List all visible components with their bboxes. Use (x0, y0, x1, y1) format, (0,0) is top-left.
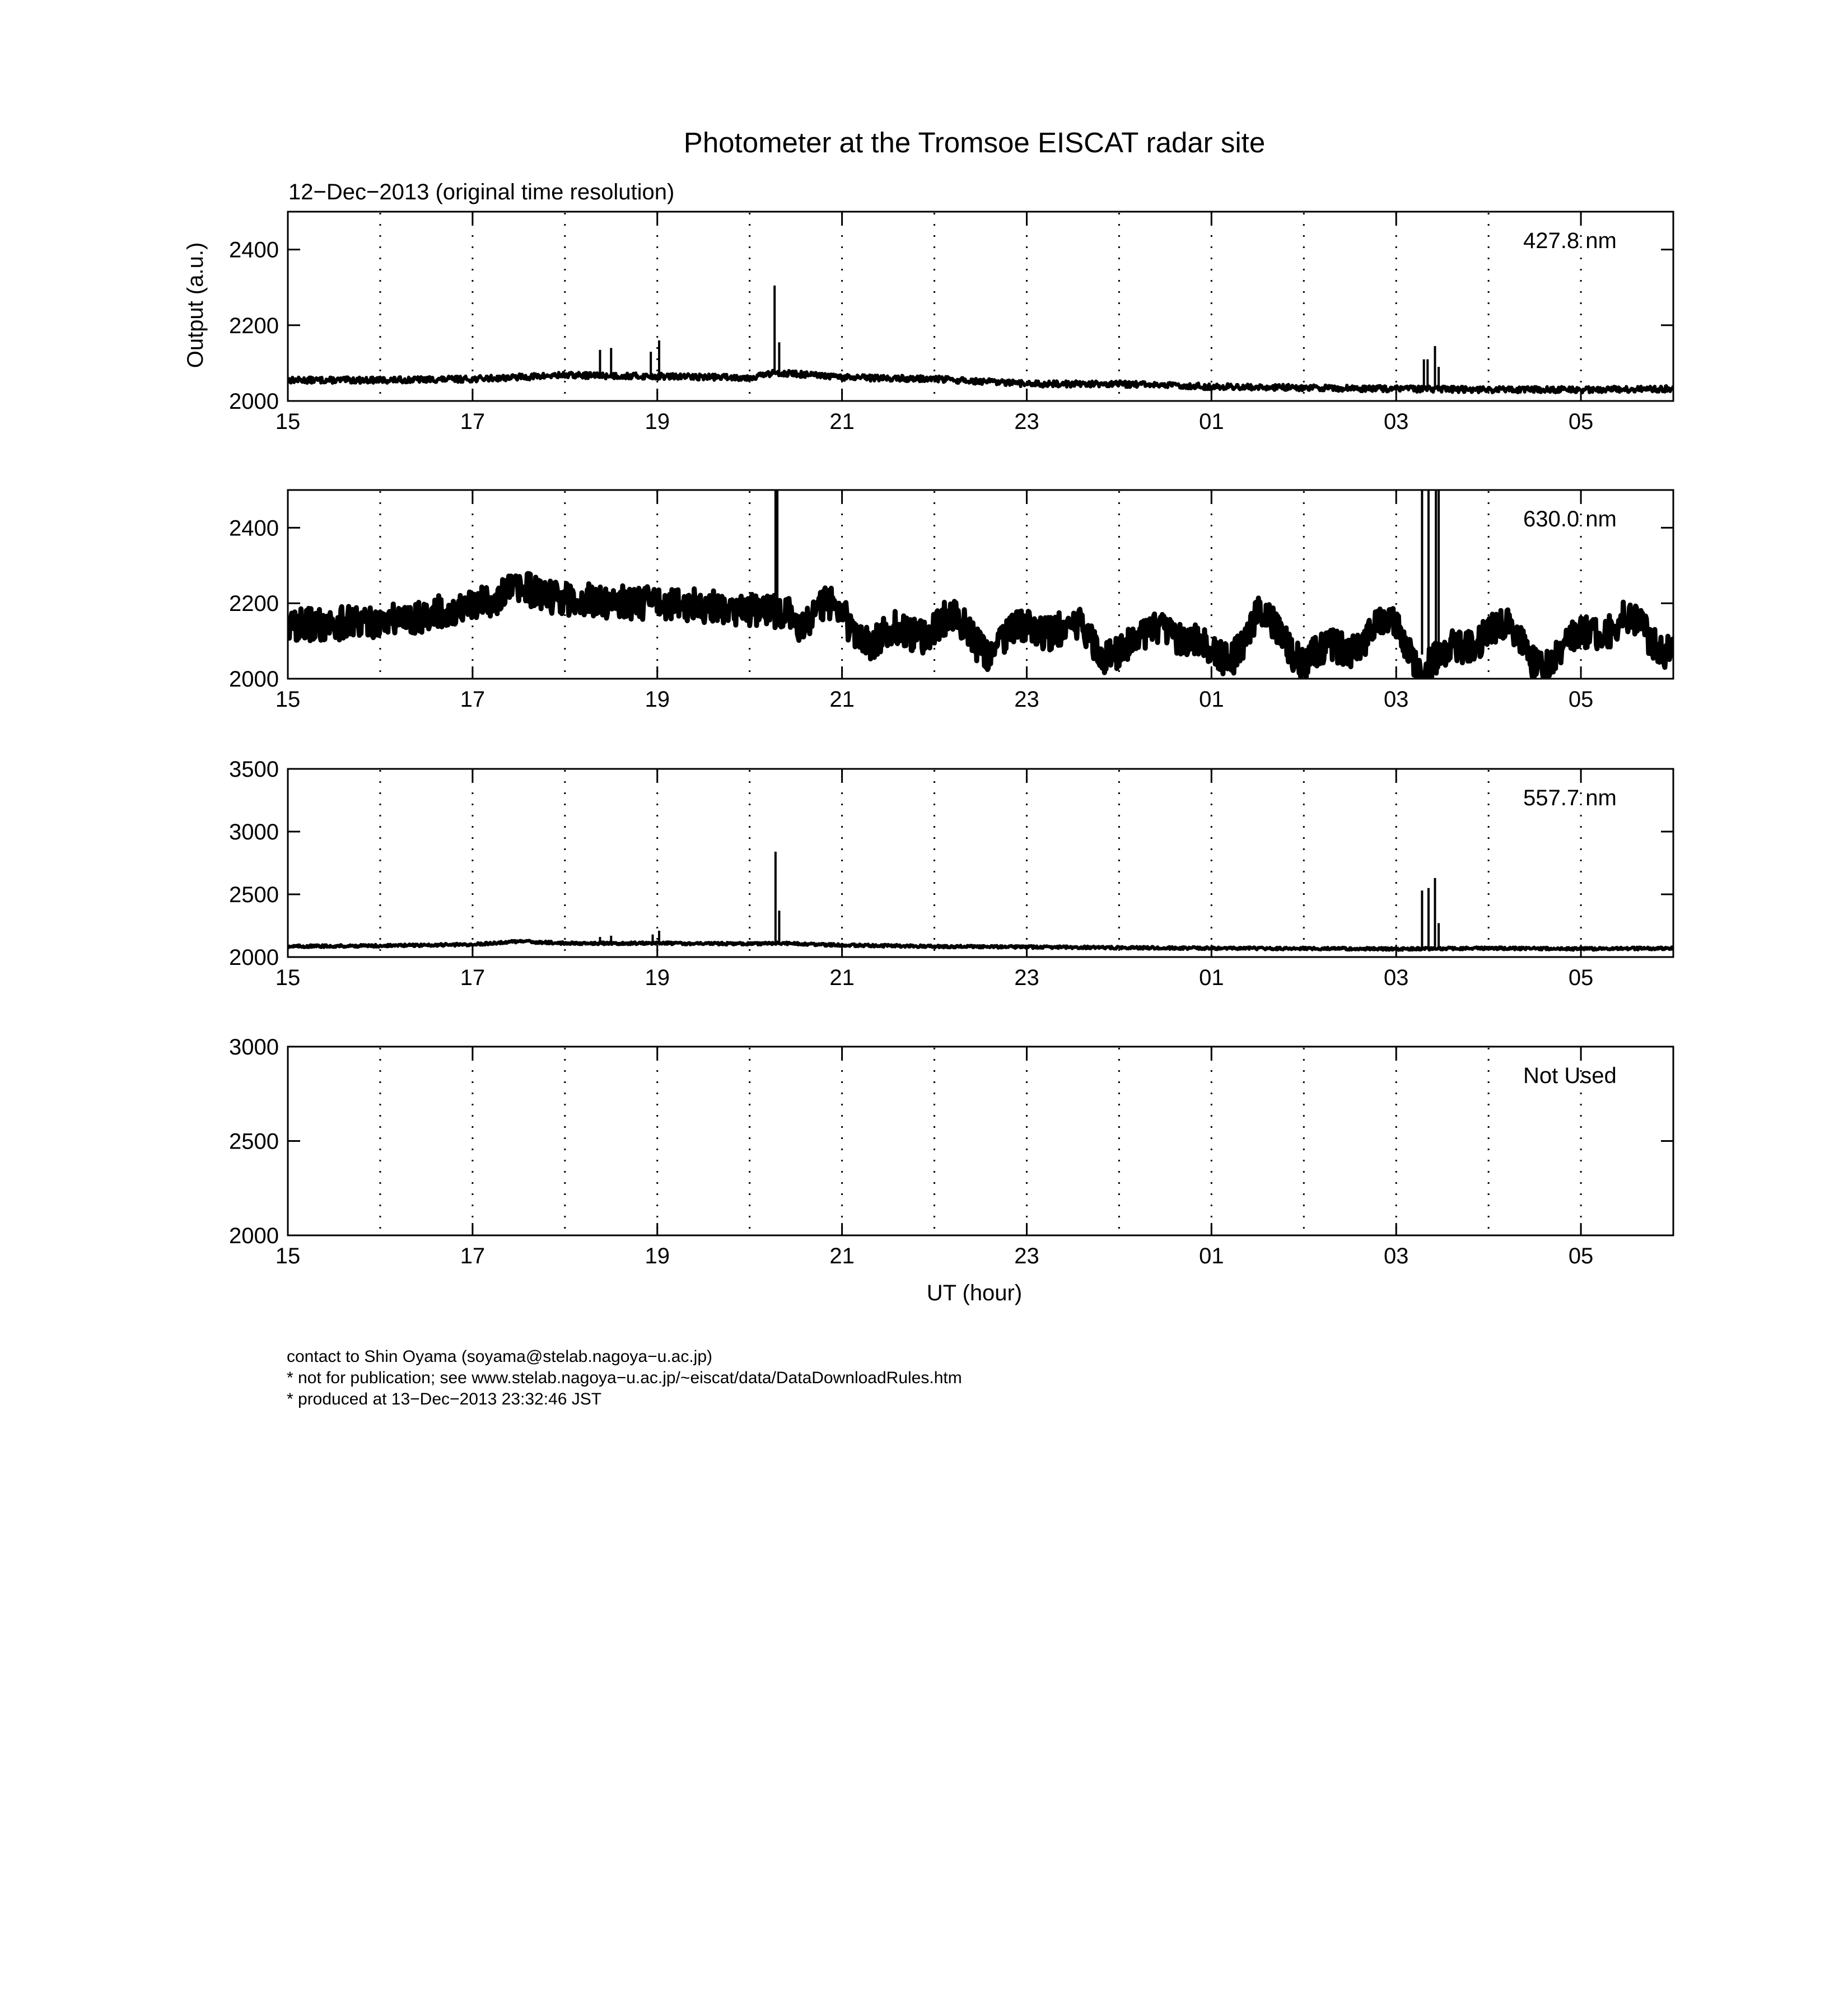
x-tick-label: 03 (1383, 965, 1409, 990)
x-tick-label: 17 (460, 965, 486, 990)
series-label: 630.0 nm (1523, 507, 1617, 531)
x-tick-label: 03 (1383, 409, 1409, 434)
x-tick-label: 15 (275, 409, 301, 434)
x-tick-label: 03 (1383, 1244, 1409, 1268)
x-tick-label: 01 (1199, 687, 1224, 712)
x-tick-label: 23 (1014, 409, 1039, 434)
x-tick-label: 21 (829, 409, 855, 434)
x-tick-label: 15 (275, 1244, 301, 1268)
x-tick-label: 21 (829, 1244, 855, 1268)
x-tick-label: 01 (1199, 1244, 1224, 1268)
y-tick-label: 2000 (229, 945, 279, 970)
x-tick-label: 21 (829, 965, 855, 990)
y-tick-label: 2200 (229, 591, 279, 617)
footer-line: * produced at 13−Dec−2013 23:32:46 JST (287, 1390, 602, 1408)
y-tick-label: 2400 (229, 237, 279, 263)
y-tick-label: 2500 (229, 1129, 279, 1154)
x-tick-label: 17 (460, 409, 486, 434)
y-tick-label: 2200 (229, 313, 279, 338)
x-tick-label: 01 (1199, 965, 1224, 990)
x-tick-label: 23 (1014, 965, 1039, 990)
figure-title: Photometer at the Tromsoe EISCAT radar site (683, 127, 1266, 158)
y-tick-label: 2000 (229, 1224, 279, 1248)
series-label: 427.8 nm (1523, 228, 1617, 253)
y-tick-label: 3000 (229, 820, 279, 844)
x-tick-label: 05 (1568, 965, 1594, 990)
series-label: Not Used (1523, 1063, 1617, 1088)
x-tick-label: 23 (1014, 1244, 1039, 1268)
x-tick-label: 17 (460, 687, 486, 712)
y-tick-label: 3000 (229, 1035, 279, 1060)
x-tick-label: 15 (275, 687, 301, 712)
footer-line: * not for publication; see www.stelab.nagoya−u.ac.jp/~eiscat/data/DataDownloadRules.htm (287, 1369, 962, 1387)
x-tick-label: 21 (829, 687, 855, 712)
x-tick-label: 15 (275, 965, 301, 990)
series-label: 557.7 nm (1523, 786, 1617, 810)
y-tick-label: 2500 (229, 883, 279, 907)
y-tick-label: 2000 (229, 667, 279, 692)
x-tick-label: 05 (1568, 409, 1594, 434)
footer-line: contact to Shin Oyama (soyama@stelab.nagoya−u.ac.jp) (287, 1347, 713, 1366)
x-tick-label: 17 (460, 1244, 486, 1268)
x-axis-label: UT (hour) (926, 1281, 1023, 1305)
x-tick-label: 05 (1568, 1244, 1594, 1268)
x-tick-label: 19 (645, 1244, 670, 1268)
x-tick-label: 05 (1568, 687, 1594, 712)
x-tick-label: 23 (1014, 687, 1039, 712)
y-tick-label: 2400 (229, 516, 279, 541)
figure-subtitle: 12−Dec−2013 (original time resolution) (288, 180, 675, 204)
x-tick-label: 01 (1199, 409, 1224, 434)
y-tick-label: 2000 (229, 389, 279, 414)
y-axis-label: Output (a.u.) (183, 242, 208, 368)
x-tick-label: 19 (645, 687, 670, 712)
x-tick-label: 19 (645, 965, 670, 990)
x-tick-label: 03 (1383, 687, 1409, 712)
x-tick-label: 19 (645, 409, 670, 434)
y-tick-label: 3500 (229, 757, 279, 782)
